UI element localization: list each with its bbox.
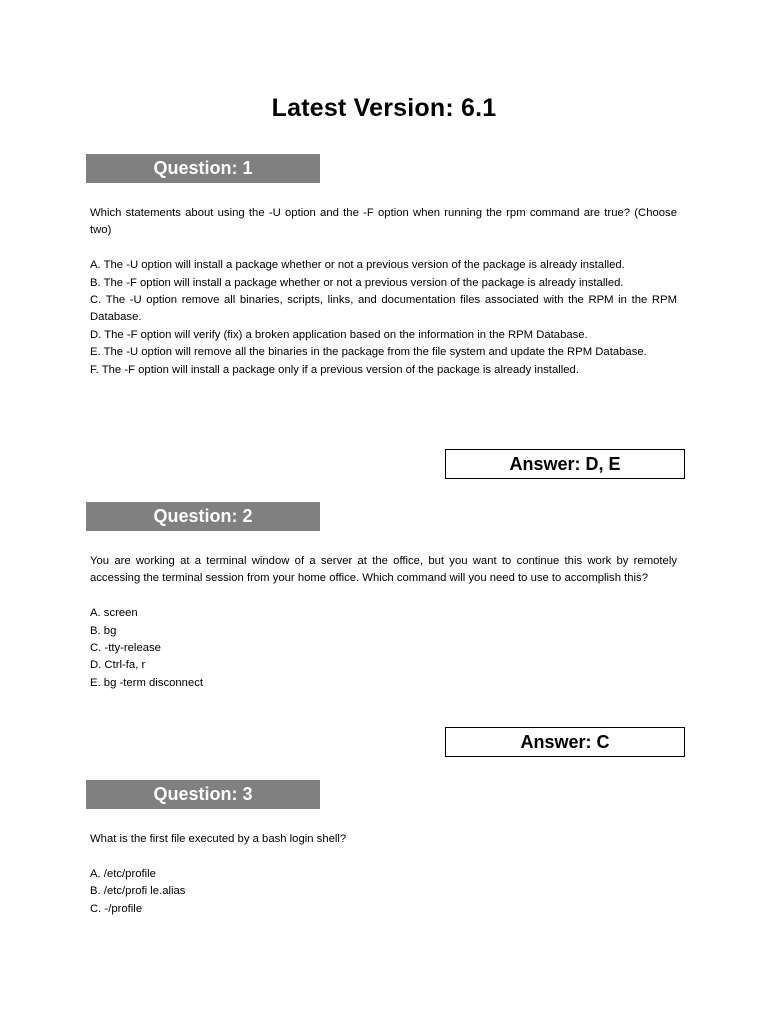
question-3-option-b: B. /etc/profi le.alias bbox=[90, 885, 186, 898]
question-1-option-d: D. The -F option will verify (fix) a broken application based on the information in the RPM Database. bbox=[90, 328, 588, 341]
question-1-option-f: F. The -F option will install a package only if a previous version of the package is already installed. bbox=[90, 363, 579, 376]
question-1-body bbox=[90, 205, 677, 379]
question-3-stem: What is the first file executed by a bash login shell? bbox=[90, 833, 347, 845]
question-2-option-d: D. Ctrl-fa, r bbox=[90, 659, 146, 672]
question-1-answer: Answer: D, E bbox=[445, 449, 685, 479]
question-1-options bbox=[90, 257, 677, 379]
question-1-option-e: E. The -U option will remove all the binaries in the package from the file system and update the RPM Database. bbox=[90, 346, 647, 359]
question-1-option-a: A. The -U option will install a package whether or not a previous version of the package is already installed. bbox=[90, 259, 625, 272]
question-2-option-c: C. -tty-release bbox=[90, 642, 161, 655]
question-2-option-e: E. bg -term disconnect bbox=[90, 676, 204, 689]
question-2-stem: You are working at a terminal window of a server at the office, but you want to continue this work by remotely accessing the terminal session from your home office. Which command will you need to use to accomplish this? bbox=[90, 555, 677, 585]
question-2-answer: Answer: C bbox=[445, 727, 685, 757]
question-3-header: Question: 3 bbox=[86, 780, 320, 809]
question-1-header: Question: 1 bbox=[86, 154, 320, 183]
question-1-stem: Which statements about using the -U option and the -F option when running the rpm command are true? (Choose two) bbox=[90, 207, 677, 237]
document-title: Latest Version: 6.1 bbox=[271, 94, 497, 122]
question-2-options bbox=[90, 605, 677, 692]
question-3-options bbox=[90, 866, 677, 918]
question-1-option-b: B. The -F option will install a package whether or not a previous version of the package is already installed. bbox=[90, 276, 624, 289]
question-3-option-c: C. -/profile bbox=[90, 902, 143, 915]
question-1-option-c: C. The -U option remove all binaries, scripts, links, and documentation files associated with the RPM in the RPM Database. bbox=[90, 294, 677, 324]
question-2-option-b: B. bg bbox=[90, 624, 117, 637]
question-2-header: Question: 2 bbox=[86, 502, 320, 531]
question-3-body bbox=[90, 831, 677, 918]
question-2-option-a: A. screen bbox=[90, 607, 138, 620]
question-2-body bbox=[90, 553, 677, 692]
question-3-option-a: A. /etc/profile bbox=[90, 867, 156, 880]
